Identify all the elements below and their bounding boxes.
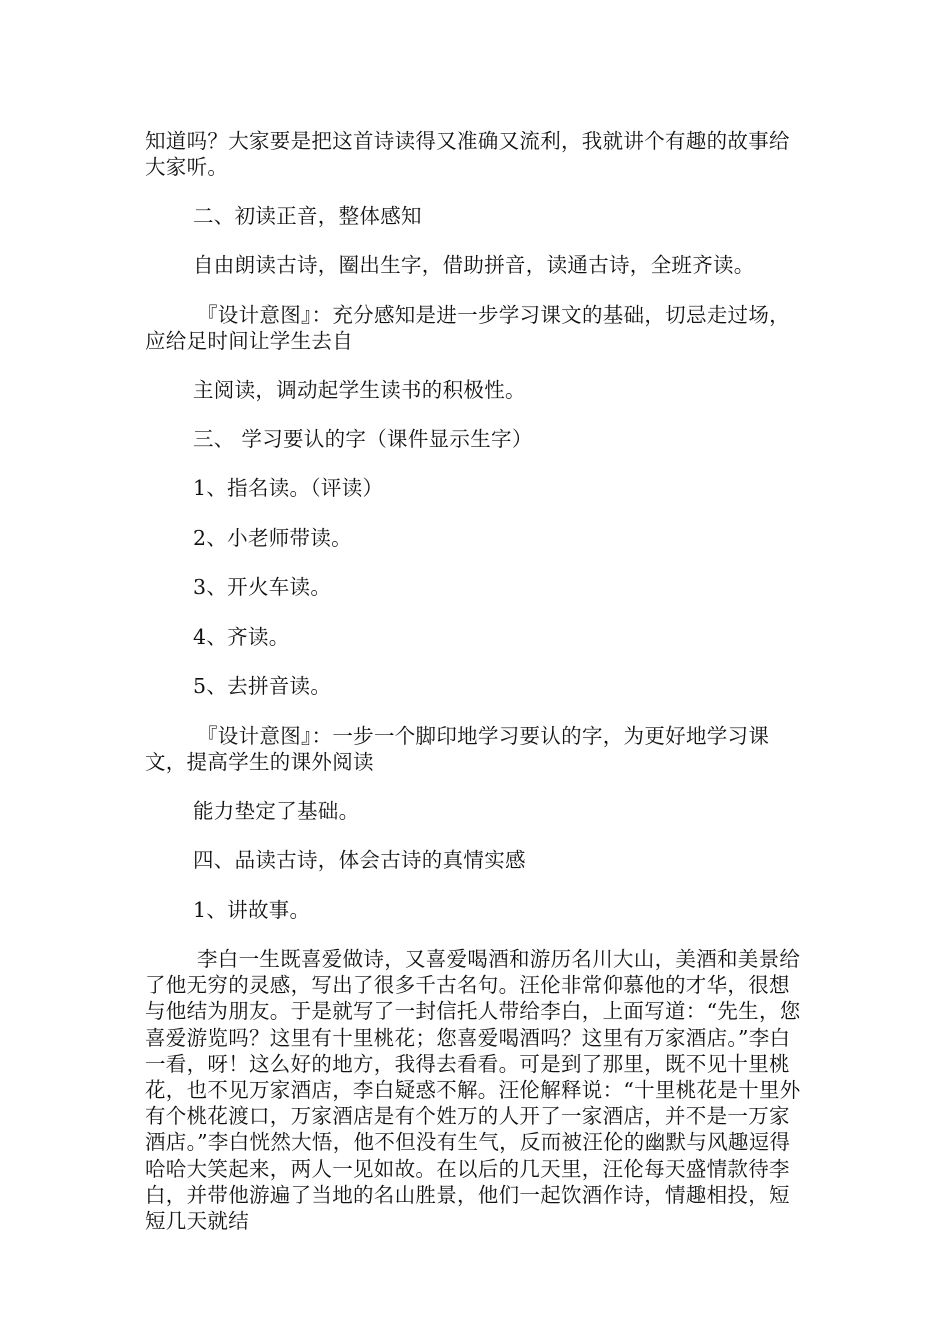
paragraph-design-intent-2: 『设计意图』：一步一个脚印地学习要认的字，为更好地学习课文，提高学生的课外阅读 [145,724,770,774]
heading-section-3: 三、 学习要认的字（课件显示生字） [193,427,533,451]
paragraph-story: 李白一生既喜爱做诗，又喜爱喝酒和游历名川大山，美酒和美景给了他无穷的灵感，写出了很多千古名句。汪伦非常仰慕他的才华，很想与他结为朋友。于是就写了一封信托人带给李白，上面写道：“先生，您喜爱游览吗？这里有十里桃花；您喜爱喝酒吗？这里有万家酒店。”李白一看，呀！这么好的地方，我得去看看。可是到了那里，既不见十里桃花，也不见万家酒店，李白疑惑不解。汪伦解释说：“十里桃花是十里外有个桃花渡口，万家酒店是有个姓万的人开了一家酒店，并不是一万家酒店。”李白恍然大悟，他不但没有生气，反而被汪伦的幽默与风趣逗得哈哈大笑起来，两人一见如故。在以后的几天里，汪伦每天盛情款待李白，并带他游遍了当地的名山胜景，他们一起饮酒作诗，情趣相投，短短几天就结 [145,947,801,1234]
paragraph-design-intent-2-cont: 能力垫定了基础。 [193,799,360,823]
list-item-2: 2、小老师带读。 [193,526,352,550]
list-item-story: 1、讲故事。 [193,898,311,922]
list-item-1: 1、指名读。（评读） [193,476,384,500]
heading-section-2: 二、初读正音，整体感知 [193,204,422,228]
heading-section-4: 四、品读古诗，体会古诗的真情实感 [193,848,526,872]
list-item-3: 3、开火车读。 [193,575,332,599]
list-item-4: 4、齐读。 [193,625,290,649]
list-item-5: 5、去拼音读。 [193,674,332,698]
paragraph-design-intent-1-cont: 主阅读，调动起学生读书的积极性。 [193,378,526,402]
paragraph-design-intent-1: 『设计意图』：充分感知是进一步学习课文的基础，切忌走过场，应给足时间让学生去自 [145,303,790,353]
paragraph-free-reading: 自由朗读古诗，圈出生字，借助拼音，读通古诗，全班齐读。 [193,253,755,277]
paragraph-intro: 知道吗？大家要是把这首诗读得又准确又流利，我就讲个有趣的故事给大家听。 [145,129,790,179]
